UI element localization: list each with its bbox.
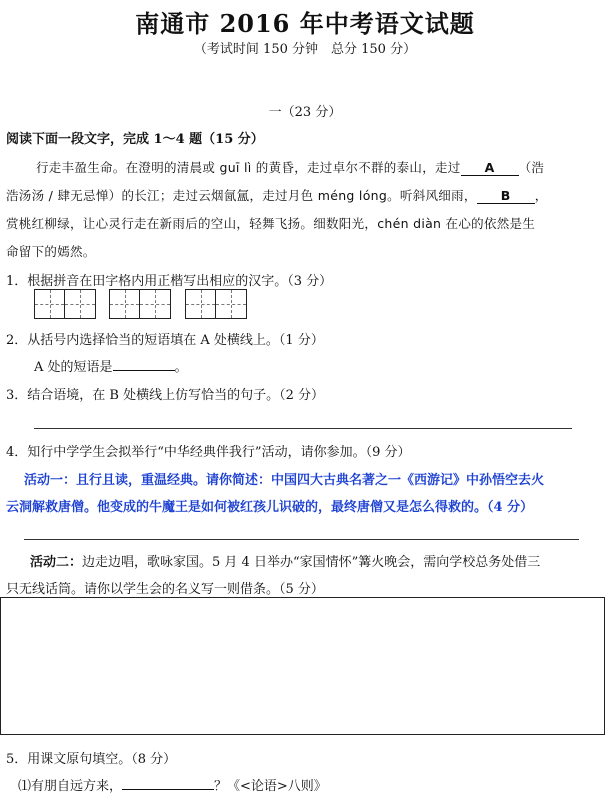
passage-line-4: 命留下的嫣然。 xyxy=(6,244,96,259)
question-5: 5．用课文原句填空。（8 分） xyxy=(6,752,177,767)
question-2-answer xyxy=(34,356,188,375)
question-5-item-1 xyxy=(18,775,327,794)
question-4: 4．知行中学学生会拟举行“中华经典伴我行”活动，请你参加。（9 分） xyxy=(6,445,411,460)
iou-answer-box[interactable] xyxy=(0,597,605,735)
fill-blank[interactable] xyxy=(122,789,214,790)
blank-b: B xyxy=(477,188,535,204)
answer-line[interactable] xyxy=(24,539,579,540)
question-1: 1．根据拼音在田字格内用正楷写出相应的汉字。（3 分） xyxy=(6,274,333,289)
activity-1-line-1: 活动一：且行且读，重温经典。请你简述：中国四大古典名著之一《西游记》中孙悟空去火 xyxy=(24,473,545,488)
activity-1-line-2: 云洞解救唐僧。他变成的牛魔王是如何被红孩儿识破的，最终唐僧又是怎么得救的。（4 分） xyxy=(6,500,534,515)
activity-2-label: 活动二： xyxy=(30,555,83,570)
section-heading: 一（23 分） xyxy=(268,105,342,120)
exam-subtitle: （考试时间 150 分钟 总分 150 分） xyxy=(193,42,417,57)
character-grid-2[interactable] xyxy=(109,289,171,319)
answer-line[interactable] xyxy=(34,428,572,429)
reading-instruction: 阅读下面一段文字，完成 1～4 题（15 分） xyxy=(6,132,264,147)
passage-line-2 xyxy=(6,186,548,204)
character-grid-3[interactable] xyxy=(185,289,247,319)
passage-text: ， xyxy=(534,188,548,203)
passage-line-3: 赏桃红柳绿，让心灵行走在新雨后的空山，轻舞飞扬。细数阳光，chén diàn 在心的依然是生 xyxy=(6,216,536,231)
item-prefix: ⑴有朋自远方来， xyxy=(18,779,123,794)
answer-prefix: A 处的短语是 xyxy=(34,360,113,375)
passage-text: 浩汤汤 / 肆无忌惮）的长江；走过云烟氤氲，走过月色 méng lóng。听斜风细雨， xyxy=(6,188,477,203)
passage-text: （浩 xyxy=(518,160,545,175)
answer-suffix: 。 xyxy=(174,360,188,375)
item-suffix: ？《<论语>八则》 xyxy=(214,779,327,794)
activity-2-line-2: 只无线话筒。请你以学生会的名义写一则借条。（5 分） xyxy=(6,582,324,597)
question-3: 3．结合语境，在 B 处横线上仿写恰当的句子。（2 分） xyxy=(6,388,324,403)
answer-blank[interactable] xyxy=(113,370,175,371)
passage-text: 行走丰盈生命。在澄明的清晨或 guī lì 的黄昏，走过卓尔不群的泰山，走过 xyxy=(36,160,461,175)
exam-title: 南通市 2016 年中考语文试题 xyxy=(135,9,475,38)
question-2: 2．从括号内选择恰当的短语填在 A 处横线上。（1 分） xyxy=(6,333,324,348)
activity-2-text: 边走边唱，歌咏家国。5 月 4 日举办“家国情怀”篝火晚会，需向学校总务处借三 xyxy=(82,555,541,570)
passage-line-1 xyxy=(36,158,544,176)
activity-2-line-1 xyxy=(30,551,540,570)
character-grid-1[interactable] xyxy=(34,289,96,319)
blank-a: A xyxy=(461,160,519,176)
